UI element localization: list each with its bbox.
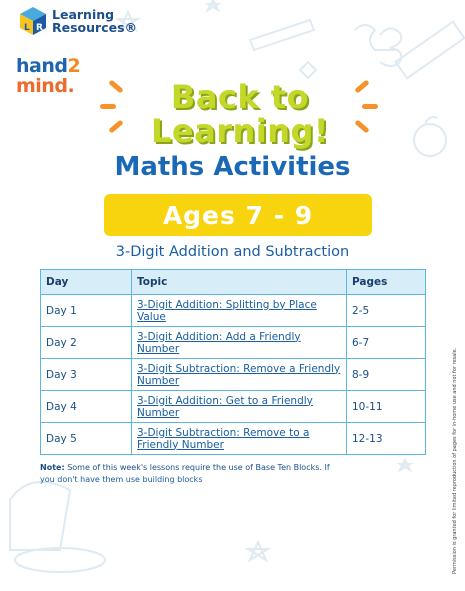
note	[40, 462, 330, 486]
pages-cell: 8-9	[347, 359, 426, 391]
h2m-mind: mind.	[16, 75, 75, 97]
svg-text:L: L	[24, 23, 30, 33]
pages-cell: 6-7	[347, 327, 426, 359]
topic-link[interactable]: 3-Digit Addition: Add a Friendly Number	[137, 330, 301, 355]
hand2mind-logo	[16, 56, 80, 96]
permission-notice: Permission is granted for limited reproduction of pages for in-home use and not for resale.	[452, 347, 458, 574]
h2m-two: 2	[67, 55, 81, 77]
learning-resources-logo	[18, 6, 137, 36]
header-pages: Pages	[347, 270, 426, 295]
pages-cell: 10-11	[347, 391, 426, 423]
note-text: If you don't have them use building blocks	[40, 463, 330, 484]
day-cell: Day 2	[41, 327, 132, 359]
ages-banner	[104, 194, 372, 236]
page-subtitle: Maths Activities	[114, 152, 351, 182]
pages-cell: 2-5	[347, 295, 426, 327]
logo-text-line1: Learning	[52, 7, 115, 22]
table-row	[41, 423, 426, 455]
day-cell: Day 1	[41, 295, 132, 327]
topic-title: 3-Digit Addition and Subtraction	[115, 244, 350, 260]
note-label: Note:	[40, 463, 65, 472]
sun-ray-decoration	[362, 104, 378, 109]
headline-line2: Learning!	[151, 112, 329, 150]
logo-text-line2: Resources®	[52, 20, 138, 35]
pages-cell: 12-13	[347, 423, 426, 455]
day-cell: Day 5	[41, 423, 132, 455]
topic-link[interactable]: 3-Digit Subtraction: Remove a Friendly Number	[137, 362, 341, 387]
ages-label: Ages 7 - 9	[162, 200, 314, 230]
day-cell: Day 4	[41, 391, 132, 423]
header-topic: Topic	[132, 270, 347, 295]
table-row	[41, 391, 426, 423]
sun-ray-decoration	[100, 104, 116, 109]
svg-text:R: R	[36, 23, 43, 33]
headline	[120, 80, 360, 148]
topic-link[interactable]: 3-Digit Addition: Splitting by Place Value	[137, 298, 317, 323]
table-header-row	[41, 270, 426, 295]
topic-link[interactable]: 3-Digit Addition: Get to a Friendly Number	[137, 394, 313, 419]
headline-line1: Back to	[170, 78, 310, 116]
table-row	[41, 295, 426, 327]
h2m-hand: hand	[16, 55, 68, 77]
table-row	[41, 359, 426, 391]
note-text-bold: Some of this week's lessons require the use of Base Ten Blocks.	[67, 463, 322, 472]
topic-link[interactable]: 3-Digit Subtraction: Remove to a Friendly Number	[137, 426, 310, 451]
learning-resources-cube-icon	[18, 6, 48, 36]
day-cell: Day 3	[41, 359, 132, 391]
activity-schedule-table	[40, 269, 426, 455]
header-day: Day	[41, 270, 132, 295]
table-row	[41, 327, 426, 359]
